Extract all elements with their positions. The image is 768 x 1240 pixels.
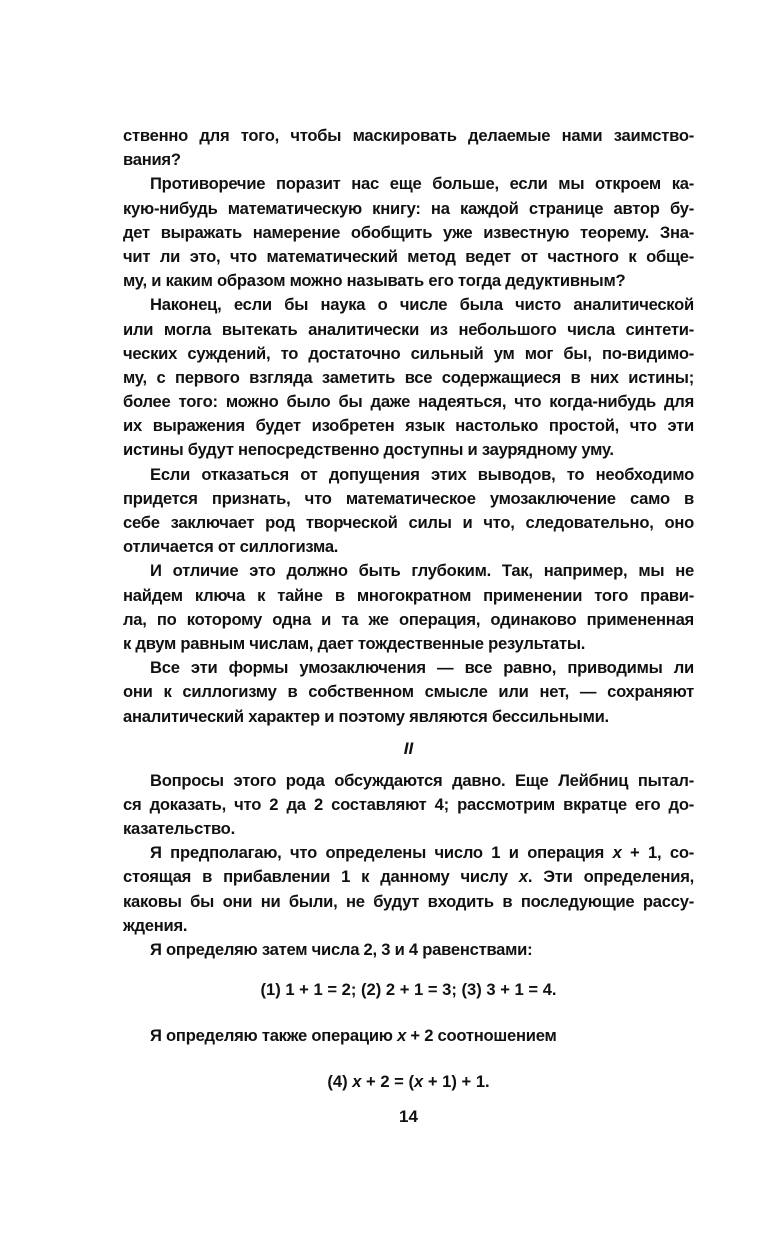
text-line: Все эти формы умозаключения — все равно, приводимы ли <box>150 658 694 678</box>
text-line: му, и каким образом можно называть его тогда дедуктивным? <box>123 271 626 291</box>
paragraph <box>123 938 694 962</box>
text-line: Противоречие поразит нас еще больше, если мы откроем ка- <box>150 174 694 194</box>
paragraph <box>123 463 694 560</box>
paragraph <box>123 293 694 462</box>
text-line: Если отказаться от допущения этих выводов, то необходимо <box>150 464 694 484</box>
paragraph <box>123 656 694 729</box>
text-line: дет выражать намерение обобщить уже известную теорему. Зна- <box>123 222 694 242</box>
paragraph-after-formula-1: Я определяю также операцию x + 2 соотношением <box>150 1026 557 1046</box>
formula-2: (4) x + 2 = (x + 1) + 1. <box>327 1072 490 1092</box>
text-line: придется признать, что математическое умозаключение само в <box>123 488 694 508</box>
text-line: ческих суждений, то достаточно сильный ум мог бы, по-видимо- <box>123 343 694 363</box>
text-line: найдем ключа к тайне в многократном применении того прави- <box>123 585 694 605</box>
text-line: отличается от силлогизма. <box>123 537 339 557</box>
text-line: стоящая в прибавлении 1 к данному числу x. Эти определения, <box>123 867 694 887</box>
text-line: ся доказать, что 2 да 2 составляют 4; рассмотрим вкратце его до- <box>123 794 694 814</box>
text-section-1 <box>123 124 694 729</box>
text-line: И отличие это должно быть глубоким. Так, например, мы не <box>150 561 694 581</box>
text-line: кую-нибудь математическую книгу: на каждой странице автор бу- <box>123 198 694 218</box>
text-line: Я определяю затем числа 2, 3 и 4 равенствами: <box>150 940 533 959</box>
text-line: казательство. <box>123 819 235 839</box>
text-line: или могла вытекать аналитически из небольшого числа синтети- <box>123 319 694 339</box>
text-line: ственно для того, чтобы маскировать делаемые нами заимство- <box>123 126 694 145</box>
paragraph <box>123 124 694 172</box>
text-line: чит ли это, что математический метод ведет от частного к обще- <box>123 246 694 266</box>
text-line: Наконец, если бы наука о числе была чисто аналитической <box>150 295 694 315</box>
text-line: себе заключает род творческой силы и что, следовательно, оно <box>123 513 694 532</box>
text-line: более того: можно было бы даже надеяться, что когда-нибудь для <box>123 392 694 412</box>
text-line: му, с первого взгляда заметить все содержащиеся в них истины; <box>123 367 694 387</box>
text-line: они к силлогизму в собственном смысле или нет, — сохраняют <box>123 682 694 702</box>
text-line: Я предполагаю, что определены число 1 и операция x + 1, со- <box>150 843 694 863</box>
text-line: вания? <box>123 150 181 170</box>
book-page <box>123 124 694 1129</box>
formula-1: (1) 1 + 1 = 2; (2) 2 + 1 = 3; (3) 3 + 1 = 4. <box>260 980 557 1000</box>
page-number: 14 <box>399 1107 418 1127</box>
paragraph <box>123 769 694 842</box>
text-line: ждения. <box>123 915 188 935</box>
section-heading: II <box>403 738 414 758</box>
text-section-2 <box>123 769 694 963</box>
text-line: их выражения будет изобретен язык настолько простой, что эти <box>123 416 694 436</box>
text-line: каковы бы они ни были, не будут входить в последующие рассу- <box>123 891 694 911</box>
text-line: аналитический характер и поэтому являются бессильными. <box>123 706 609 726</box>
text-line: истины будут непосредственно доступны и заурядному уму. <box>123 440 614 460</box>
paragraph <box>123 841 694 938</box>
text-line: Вопросы этого рода обсуждаются давно. Еще Лейбниц пытал- <box>150 770 694 790</box>
text-line: ла, по которому одна и та же операция, одинаково примененная <box>123 609 694 629</box>
text-line: к двум равным числам, дает тождественные результаты. <box>123 633 586 653</box>
paragraph <box>123 172 694 293</box>
paragraph <box>123 559 694 656</box>
